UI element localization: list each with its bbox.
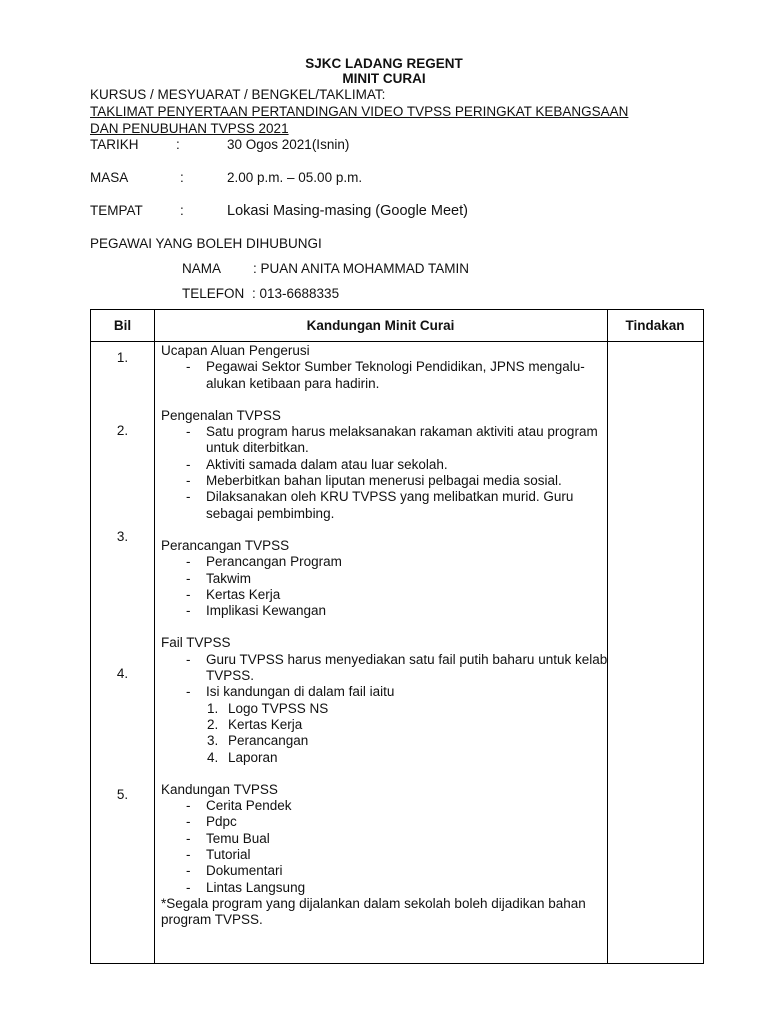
numbered-item: 4. Laporan: [207, 749, 278, 765]
item-number: 4.: [116, 666, 129, 681]
list-item: - Tutorial: [161, 847, 609, 863]
minutes-content: [161, 343, 609, 929]
contact-phone-label: TELEFON: [182, 286, 245, 301]
list-item: - Kertas Kerja: [161, 587, 609, 603]
item-number: 2.: [116, 423, 129, 438]
column-header-bil: Bil: [113, 318, 132, 333]
column-header-action: Tindakan: [625, 318, 685, 333]
list-item: - Temu Bual: [161, 831, 609, 847]
course-label: KURSUS / MESYUARAT / BENGKEL/TAKLIMAT:: [90, 87, 386, 102]
contact-phone-value: : 013-6688335: [252, 286, 340, 301]
list-item: - Lintas Langsung: [161, 880, 609, 896]
date-value: 30 Ogos 2021(Isnin): [227, 137, 350, 152]
header-divider: [91, 341, 703, 342]
item-heading: Perancangan TVPSS: [161, 537, 290, 553]
place-value: Lokasi Masing-masing (Google Meet): [227, 203, 468, 219]
place-label: TEMPAT: [90, 203, 143, 218]
time-colon: :: [180, 170, 184, 185]
contact-heading: PEGAWAI YANG BOLEH DIHUBUNGI: [90, 236, 322, 251]
course-title-line-1: TAKLIMAT PENYERTAAN PERTANDINGAN VIDEO TVPSS PERINGKAT KEBANGSAAN: [90, 104, 629, 119]
list-item: - Takwim: [161, 571, 609, 587]
place-colon: :: [180, 203, 184, 218]
column-divider: [154, 310, 155, 963]
date-label: TARIKH: [90, 137, 139, 152]
list-item: - Meberbitkan bahan liputan menerusi pelbagai media sosial.: [161, 473, 609, 489]
list-item: - Dilaksanakan oleh KRU TVPSS yang melibatkan murid. Guru sebagai pembimbing.: [161, 489, 609, 522]
list-item: - Pegawai Sektor Sumber Teknologi Pendidikan, JPNS mengalu-alukan ketibaan para hadirin.: [161, 359, 609, 392]
numbered-item: 1. Logo TVPSS NS: [207, 700, 329, 716]
list-item: - Satu program harus melaksanakan rakaman aktiviti atau program untuk diterbitkan.: [161, 424, 609, 457]
time-value: 2.00 p.m. – 05.00 p.m.: [227, 170, 363, 185]
item-heading: Fail TVPSS: [161, 635, 231, 651]
numbered-item: 2. Kertas Kerja: [207, 716, 303, 732]
date-colon: :: [176, 137, 180, 152]
column-header-content: Kandungan Minit Curai: [306, 318, 455, 333]
item-number: 3.: [116, 529, 129, 544]
list-item: - Isi kandungan di dalam fail iaitu: [161, 684, 609, 700]
item-note: *Segala program yang dijalankan dalam sekolah boleh dijadikan bahan program TVPSS.: [161, 895, 586, 928]
list-item: - Aktiviti samada dalam atau luar sekolah.: [161, 457, 609, 473]
school-name: SJKC LADANG REGENT: [305, 56, 463, 71]
list-item: - Guru TVPSS harus menyediakan satu fail putih baharu untuk kelab TVPSS.: [161, 652, 609, 685]
contact-name-value: : PUAN ANITA MOHAMMAD TAMIN: [253, 261, 470, 276]
item-number: 1.: [116, 350, 129, 365]
list-item: - Pdpc: [161, 814, 609, 830]
item-heading: Ucapan Aluan Pengerusi: [161, 343, 310, 358]
minutes-table: [90, 309, 704, 964]
item-heading: Kandungan TVPSS: [161, 781, 278, 797]
item-number: 5.: [116, 787, 129, 802]
course-title-line-2: DAN PENUBUHAN TVPSS 2021: [90, 121, 289, 136]
list-item: - Implikasi Kewangan: [161, 603, 609, 619]
list-item: - Dokumentari: [161, 863, 609, 879]
numbered-item: 3. Perancangan: [207, 733, 309, 749]
list-item: - Cerita Pendek: [161, 798, 609, 814]
time-label: MASA: [90, 170, 129, 185]
list-item: - Perancangan Program: [161, 554, 609, 570]
item-heading: Pengenalan TVPSS: [161, 407, 281, 423]
document-title: MINIT CURAI: [342, 71, 426, 86]
contact-name-label: NAMA: [182, 261, 222, 276]
